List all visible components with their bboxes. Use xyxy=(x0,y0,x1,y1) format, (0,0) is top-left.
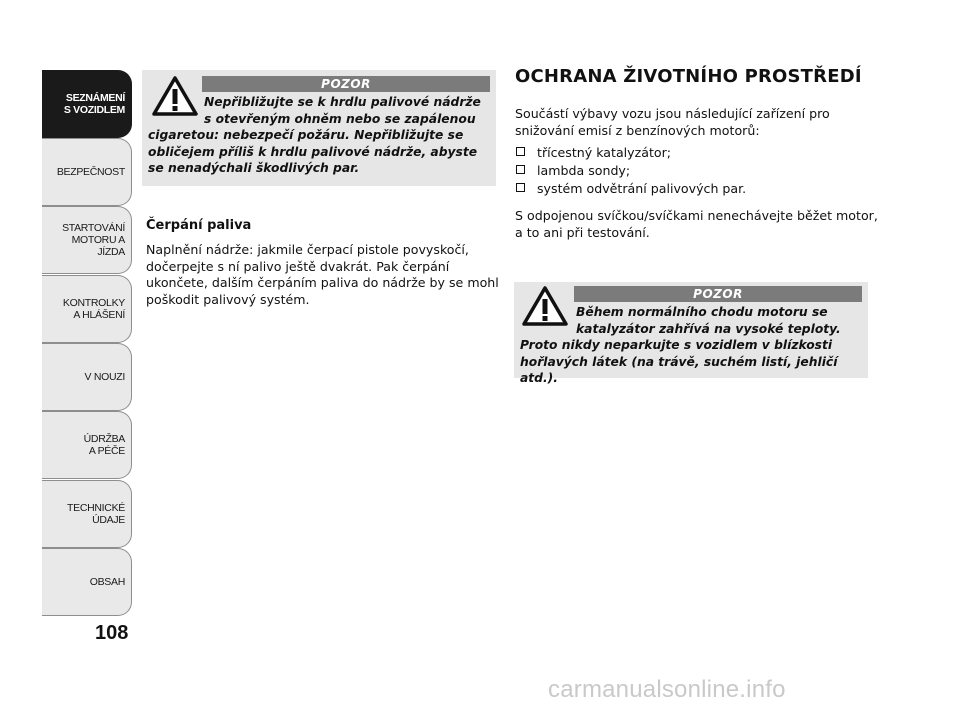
page-number: 108 xyxy=(95,622,129,644)
warning-text-line: obličejem příliš k hrdlu palivové nádrže, abyste xyxy=(148,144,478,159)
warning-text-line: katalyzátor zahřívá na vysoké teploty. xyxy=(576,321,841,336)
warning-label: POZOR xyxy=(202,76,490,92)
tab-v-nouzi[interactable]: V NOUZI xyxy=(42,343,132,411)
checkbox-bullet-icon xyxy=(516,165,525,174)
warning-label: POZOR xyxy=(574,286,862,302)
paragraph-line: a to ani při testování. xyxy=(515,224,650,240)
intro-paragraph xyxy=(515,106,895,139)
paragraph-line: poškodit palivový systém. xyxy=(146,291,310,307)
paragraph-line: snižování emisí z benzínových motorů: xyxy=(515,122,760,138)
note-paragraph xyxy=(515,208,895,241)
warning-text-line: Proto nikdy neparkujte s vozidlem v blízkosti xyxy=(520,338,833,353)
tab-seznameni-s-vozidlem[interactable]: SEZNÁMENÍ S VOZIDLEM xyxy=(42,70,132,138)
list-item: třícestný katalyzátor; xyxy=(515,144,746,162)
warning-text-line: cigaretou: nebezpečí požáru. Nepřibližujte se xyxy=(148,128,464,143)
page-title: OCHRANA ŽIVOTNÍHO PROSTŘEDÍ xyxy=(515,66,862,87)
tab-kontrolky[interactable]: KONTROLKY A HLÁŠENÍ xyxy=(42,275,132,343)
paragraph-line: dočerpejte s ní palivo ještě dvakrát. Pak čerpání xyxy=(146,258,450,274)
warning-text-line: s otevřeným ohněm nebo se zapálenou xyxy=(204,111,476,126)
paragraph-line: Součástí výbavy vozu jsou následující zařízení pro xyxy=(515,106,830,121)
catalyst-warning-box xyxy=(514,282,868,386)
paragraph-line: Naplnění nádrže: jakmile čerpací pistole povyskočí, xyxy=(146,242,469,257)
list-item: lambda sondy; xyxy=(515,162,746,180)
list-item: systém odvětrání palivových par. xyxy=(515,180,746,198)
paragraph-line: S odpojenou svíčkou/svíčkami nenechávejte běžet motor, xyxy=(515,208,878,223)
tab-startovani-motoru[interactable]: STARTOVÁNÍ MOTORU A JÍZDA xyxy=(42,206,132,274)
warning-text-line: Nepřibližujte se k hrdlu palivové nádrže xyxy=(204,95,481,109)
fuel-warning-box xyxy=(142,70,496,186)
warning-text-line: Během normálního chodu motoru se xyxy=(576,305,828,319)
watermark: carmanualsonline.info xyxy=(548,676,786,703)
checkbox-bullet-icon xyxy=(516,183,525,192)
warning-text-line: hořlavých látek (na trávě, suchém listí, jehličí atd.). xyxy=(520,354,838,386)
emission-devices-list xyxy=(515,144,746,198)
warning-text-line: se nenadýchali škodlivých par. xyxy=(148,161,360,176)
checkbox-bullet-icon xyxy=(516,147,525,156)
tab-udrzba[interactable]: ÚDRŽBA A PÉČE xyxy=(42,411,132,479)
section-title-fueling: Čerpání paliva xyxy=(146,218,252,233)
tab-obsah[interactable]: OBSAH xyxy=(42,548,132,616)
tab-bezpecnost[interactable]: BEZPEČNOST xyxy=(42,138,132,206)
tab-technicke-udaje[interactable]: TECHNICKÉ ÚDAJE xyxy=(42,480,132,548)
fueling-paragraph xyxy=(146,242,506,308)
paragraph-line: ukončete, dalším čerpáním paliva do nádrže by se mohl xyxy=(146,275,499,291)
